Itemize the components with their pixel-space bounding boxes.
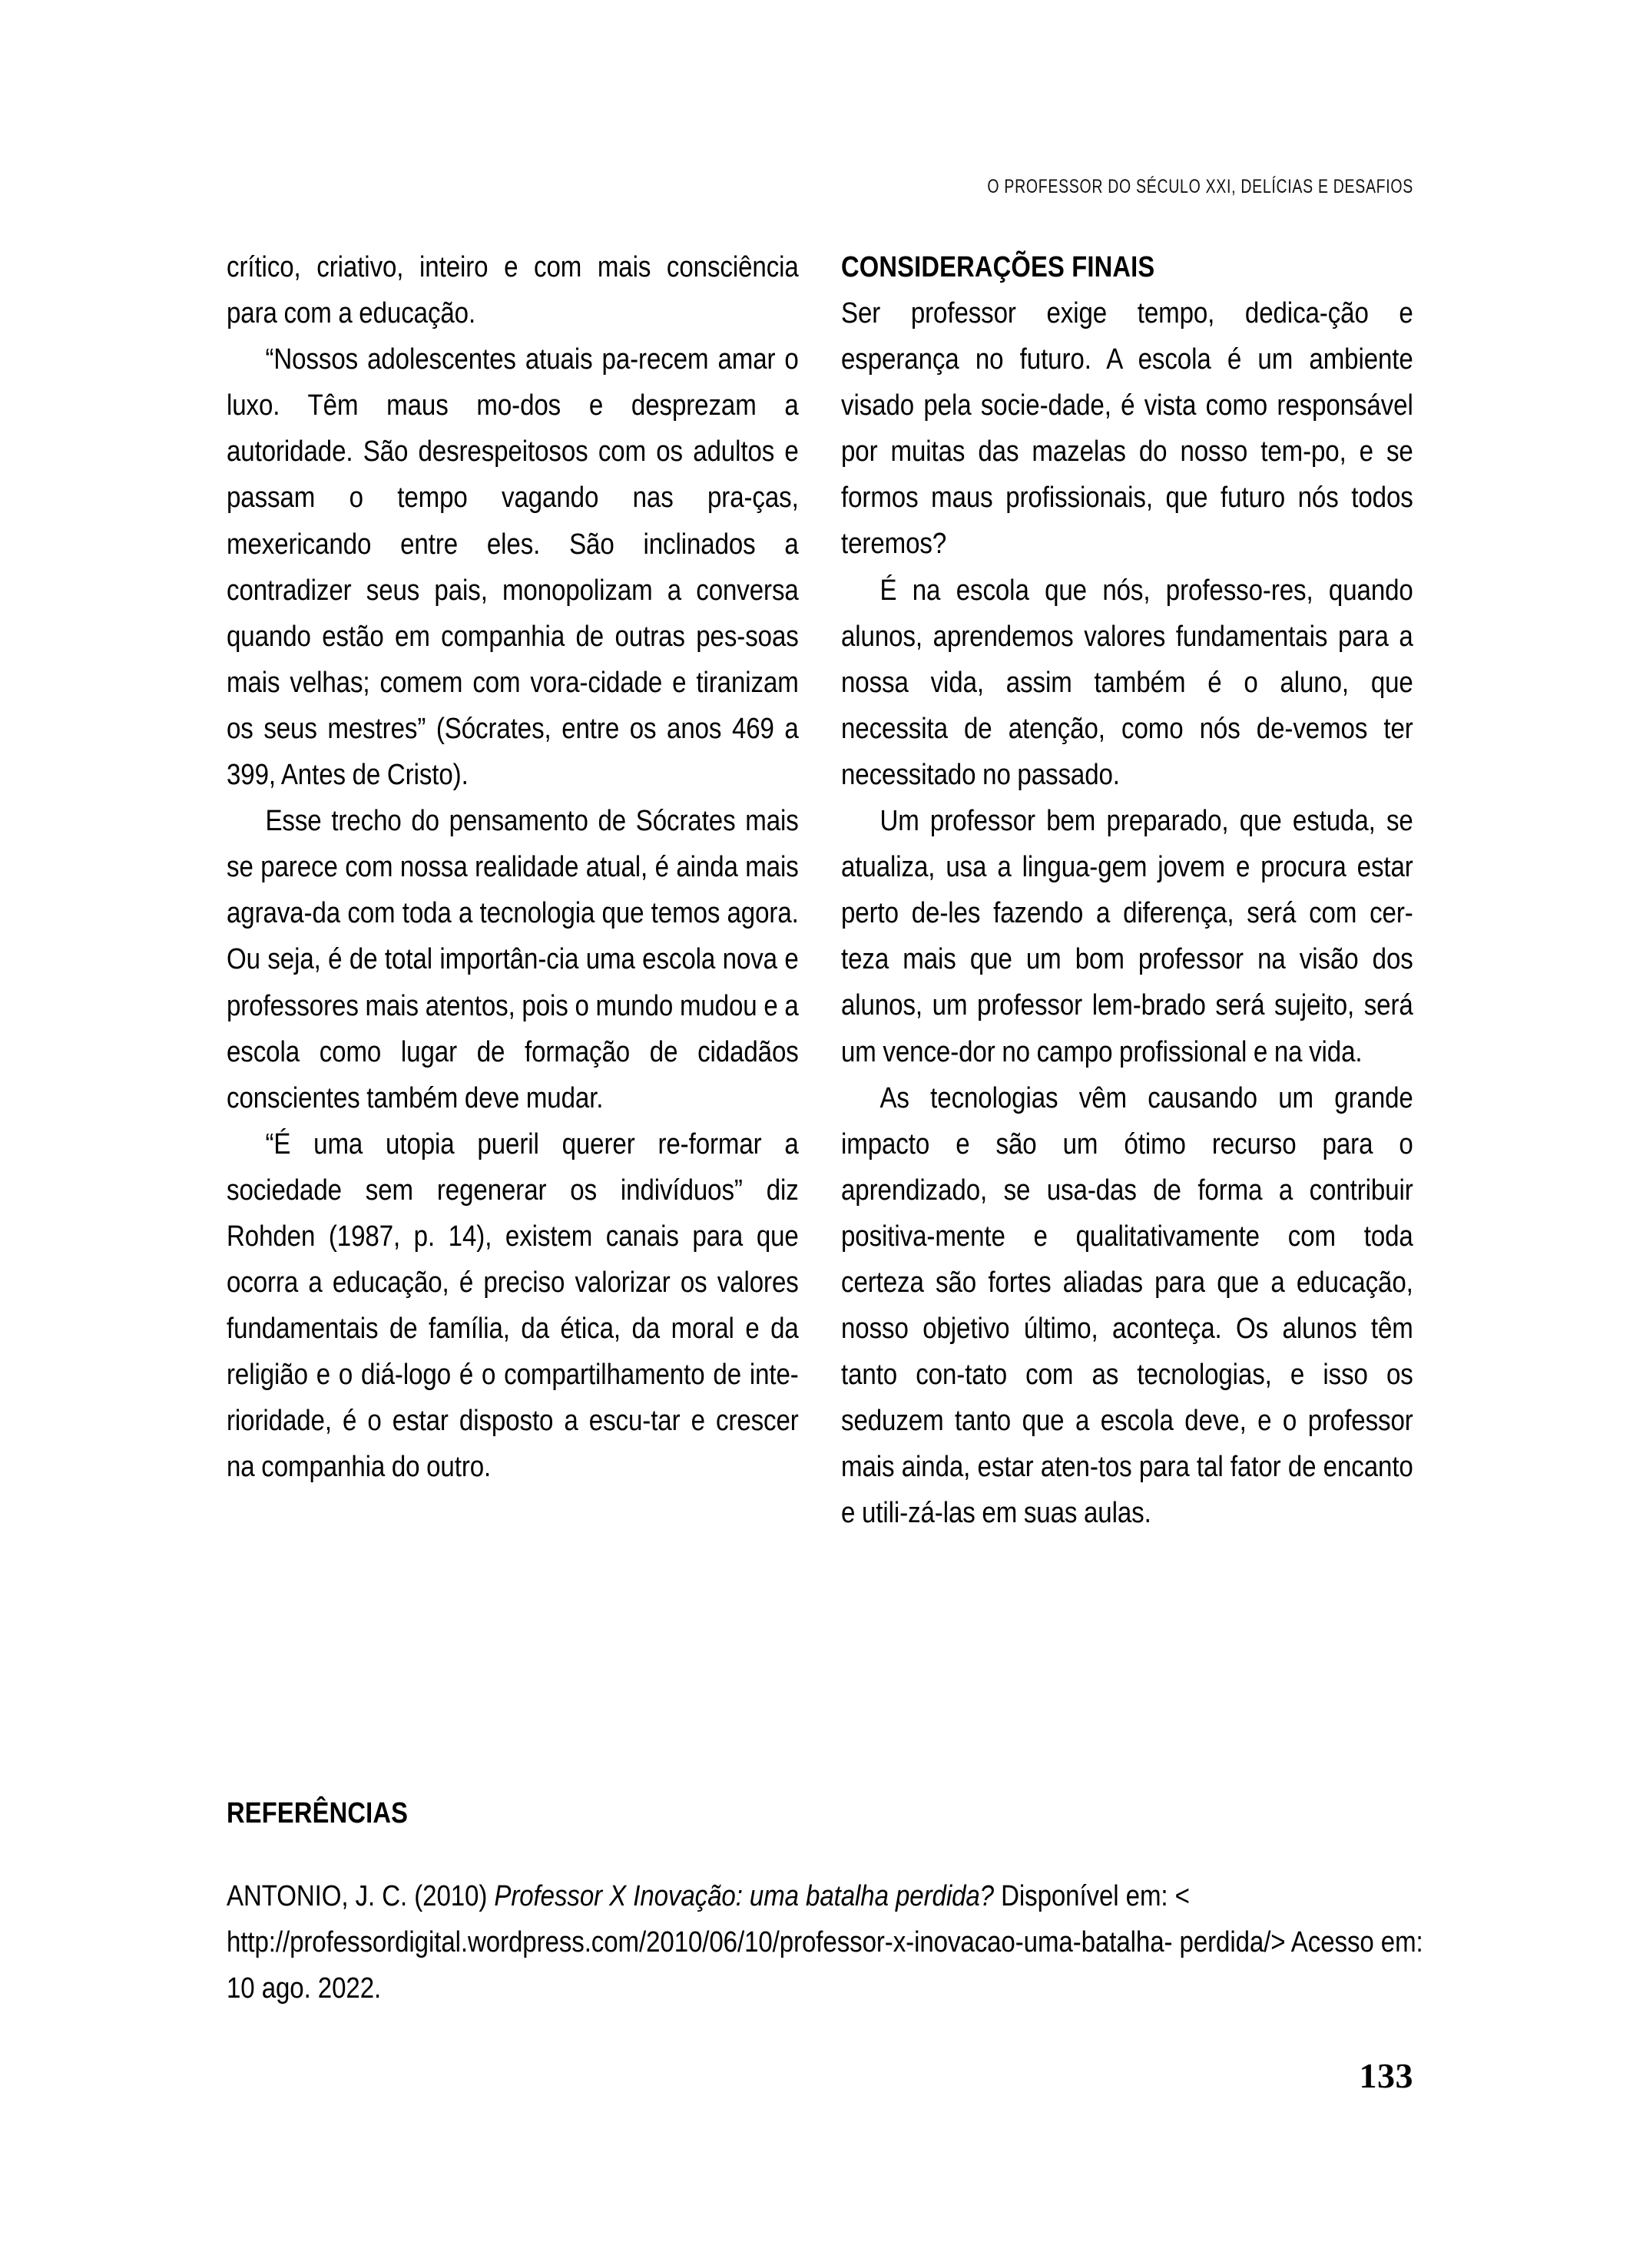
section-heading-referencias: REFERÊNCIAS — [227, 1797, 409, 1829]
references-section — [227, 1793, 1425, 2011]
reference-author-year: ANTONIO, J. C. (2010) — [227, 1880, 495, 1912]
paragraph: Esse trecho do pensamento de Sócrates mais se parece com nossa realidade atual, é ainda mais agrava-da com toda a tecnologia que temos agora. Ou seja, é de total importân-cia uma escola nova e professores mais atentos, pois o mundo mudou e a escola como lugar de formação de cidadãos conscientes também deve mudar. — [227, 805, 799, 1114]
section-heading-consideracoes-finais: CONSIDERAÇÕES FINAIS — [841, 251, 1155, 283]
right-column — [841, 244, 1413, 1537]
page-number: 133 — [1359, 2056, 1413, 2095]
paragraph: “Nossos adolescentes atuais pa-recem amar o luxo. Têm maus mo-dos e desprezam a autoridade. São desrespeitosos com os adultos e passam o tempo vagando nas pra-ças, mexericando entre eles. São inclinados a contradizer seus pais, monopolizam a conversa quando estão em companhia de outras pes-soas mais velhas; comem com vora-cidade e tiranizam os seus mestres” (Sócrates, entre os anos 469 a 399, Antes de Cristo). — [227, 343, 799, 792]
reference-title: Professor X Inovação: uma batalha perdida? — [494, 1880, 994, 1912]
left-column — [227, 244, 799, 1491]
paragraph: Um professor bem preparado, que estuda, se atualiza, usa a lingua-gem jovem e procura estar perto de-les fazendo a diferença, será com cer-teza mais que um bom professor na visão dos alunos, um professor lem-brado será sujeito, será um vence-dor no campo profissional e na vida. — [841, 805, 1413, 1068]
reference-entry — [227, 1873, 1424, 2011]
paragraph: crítico, criativo, inteiro e com mais consciência para com a educação. — [227, 251, 799, 330]
running-head: O PROFESSOR DO SÉCULO XXI, DELÍCIAS E DESAFIOS — [987, 176, 1413, 197]
paragraph: Ser professor exige tempo, dedica-ção e esperança no futuro. A escola é um ambiente visado pela socie-dade, é vista como responsável por muitas das mazelas do nosso tem-po, e se formos maus profissionais, que futuro nós todos teremos? — [841, 297, 1413, 561]
paragraph: “É uma utopia pueril querer re-formar a sociedade sem regenerar os indivíduos” diz Rohden (1987, p. 14), existem canais para que ocorra a educação, é preciso valorizar os valores fundamentais de família, da ética, da moral e da religião e o diá-logo é o compartilhamento de inte-rioridade, é o estar disposto a escu-tar e crescer na companhia do outro. — [227, 1127, 799, 1484]
reference-availability: Disponível em: < http://professordigital.wordpress.com/2010/06/10/professor-x-inovacao-uma-batalha- perdida/> Acesso em: 10 ago. 2022. — [227, 1880, 1423, 2005]
paragraph: É na escola que nós, professo-res, quando alunos, aprendemos valores fundamentais para a nossa vida, assim também é o aluno, que necessita de atenção, como nós de-vemos ter necessitado no passado. — [841, 574, 1413, 791]
body-columns — [227, 244, 1413, 1750]
paragraph: As tecnologias vêm causando um grande impacto e são um ótimo recurso para o aprendizado, se usa-das de forma a contribuir positiva-mente e qualitativamente com toda certeza são fortes aliadas para que a educação, nosso objetivo último, aconteça. Os alunos têm tanto con-tato com as tecnologias, e isso os seduzem tanto que a escola deve, e o professor mais ainda, estar aten-tos para tal fator de encanto e utili-zá-las em suas aulas. — [841, 1081, 1413, 1530]
